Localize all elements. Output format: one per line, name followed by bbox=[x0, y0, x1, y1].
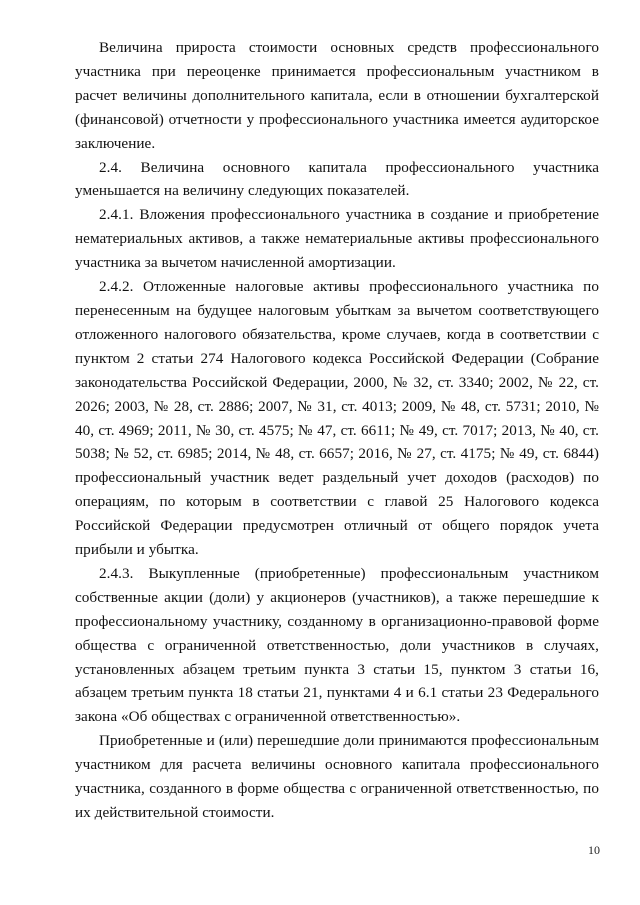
paragraph-acquired-shares: Приобретенные и (или) перешедшие доли принимаются профессиональным участником для расчета величины основного капитала профессионального участника, созданного в форме общества с ограниченной ответственностью, по их действительной стоимости. bbox=[75, 732, 599, 821]
page-number: 10 bbox=[588, 843, 600, 857]
paragraph-2-4: 2.4. Величина основного капитала профессионального участника уменьшается на величину следующих показателей. bbox=[75, 158, 599, 200]
paragraph-2-4-3: 2.4.3. Выкупленные (приобретенные) профессиональным участником собственные акции (доли) у акционеров (участников), а также перешедшие к профессиональному участнику, созданному в организационно-правовой форме общества с ограниченной ответственностью, доли участников в случаях, установленных абзацем третьим пункта 3 статьи 15, пунктом 3 статьи 16, абзацем третьим пункта 18 статьи 21, пунктами 4 и 6.1 статьи 23 Федерального закона «Об обществах с ограниченной ответственностью». bbox=[75, 564, 599, 726]
paragraph-2-4-1: 2.4.1. Вложения профессионального участника в создание и приобретение нематериальных активов, а также нематериальные активы профессионального участника за вычетом начисленной амортизации. bbox=[75, 206, 599, 272]
paragraph-2-4-2: 2.4.2. Отложенные налоговые активы профессионального участника по перенесенным на будущее налоговым убыткам за вычетом соответствующего отложенного налогового обязательства, кроме случаев, когда в соответствии с пунктом 2 статьи 274 Налогового кодекса Российской Федерации (Собрание законодательства Российской Федерации, 2000, № 32, ст. 3340; 2002, № 22, ст. 2026; 2003, № 28, ст. 2886; 2007, № 31, ст. 4013; 2009, № 48, ст. 5731; 2010, № 40, ст. 4969; 2011, № 30, ст. 4575; № 47, ст. 6611; № 49, ст. 7017; 2013, № 40, ст. 5038; № 52, ст. 6985; 2014, № 48, ст. 6657; 2016, № 27, ст. 4175; № 49, ст. 6844) профессиональный участник ведет раздельный учет доходов (расходов) по операциям, по которым в соответствии с главой 25 Налогового кодекса Российской Федерации предусмотрен отличный от общего порядок учета прибыли и убытка. bbox=[75, 278, 599, 559]
document-body bbox=[75, 36, 599, 825]
paragraph-capital-revaluation: Величина прироста стоимости основных средств профессионального участника при переоценке принимается профессиональным участником в расчет величины дополнительного капитала, если в отношении бухгалтерской (финансовой) отчетности у профессионального участника имеется аудиторское заключение. bbox=[75, 39, 599, 152]
